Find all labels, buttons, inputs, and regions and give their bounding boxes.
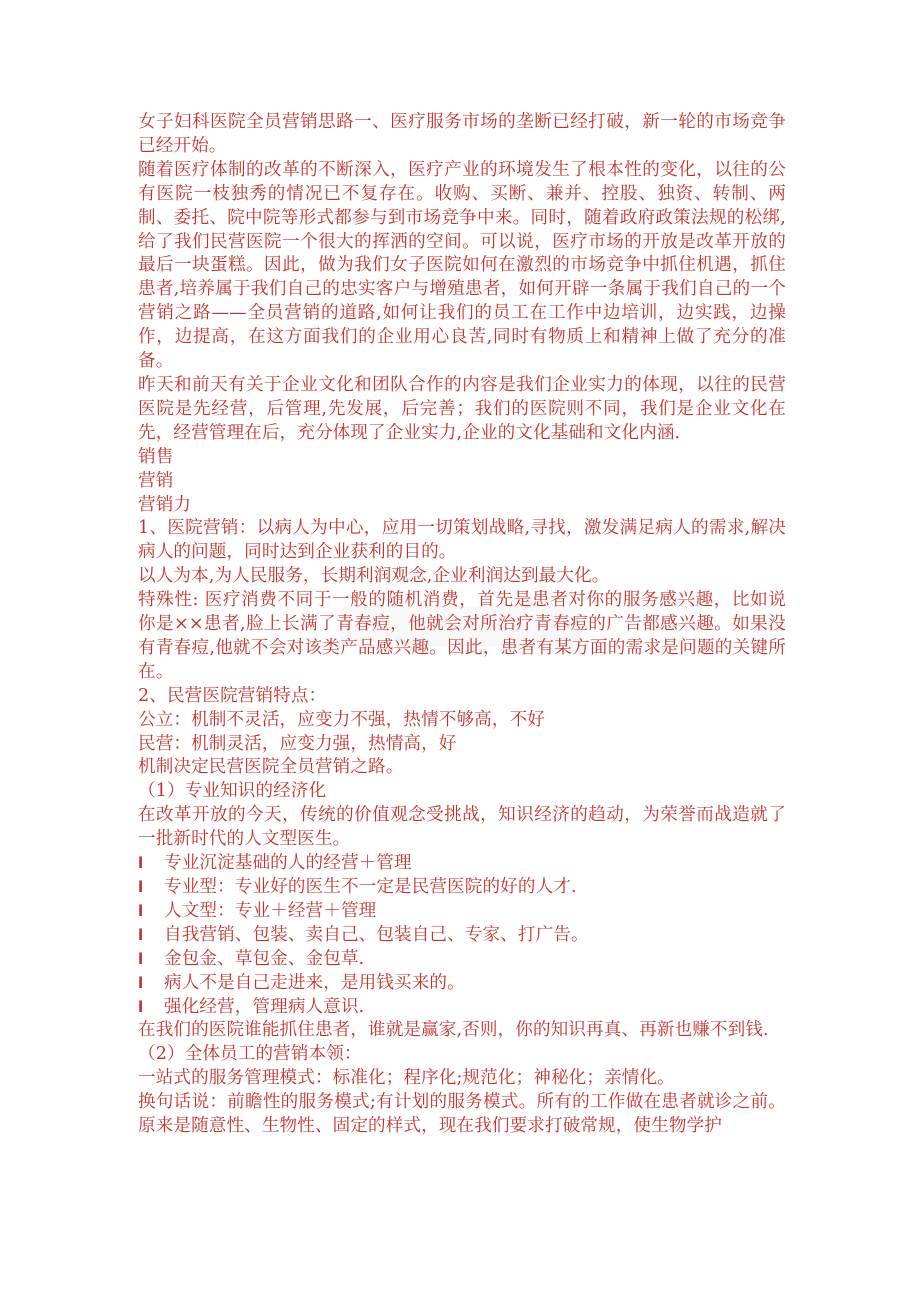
paragraph: 机制决定民营医院全员营销之路。 (138, 757, 404, 778)
heading-line: 营销 (138, 470, 174, 491)
paragraph-title: 女子妇科医院全员营销思路一、医疗服务市场的垄断已经打破，新一轮的市场竞争已经开始。 (138, 112, 786, 156)
bullet-item (138, 924, 786, 948)
paragraph: 在我们的医院谁能抓住患者，谁就是赢家,否则，你的知识再真、再新也赚不到钱. (138, 1020, 769, 1041)
paragraph: 以人为本,为人民服务，长期利润观念,企业利润达到最大化。 (138, 566, 610, 587)
bullet-text: 自我营销、包装、卖自己、包装自己、专家、打广告。 (164, 924, 589, 945)
bullet-item (138, 900, 786, 924)
bullet-text: 人文型：专业＋经营＋管理 (164, 900, 377, 921)
bullet-item (138, 972, 786, 996)
paragraph: 昨天和前天有关于企业文化和团队合作的内容是我们企业实力的体现，以往的民营医院是先经营，后管理,先发展，后完善；我们的医院则不同，我们是企业文化在先，经营管理在后，充分体现了企业实力,企业的文化基础和文化内涵. (138, 374, 786, 443)
bullet-item (138, 876, 786, 900)
heading-line: 营销力 (138, 494, 192, 515)
paragraph: 公立：机制不灵活，应变力不强，热情不够高，不好 (138, 709, 545, 730)
bullet-item (138, 852, 786, 876)
bullet-item (138, 948, 786, 972)
bullet-text: 金包金、草包金、金包草. (164, 948, 365, 969)
paragraph: 特殊性: 医疗消费不同于一般的随机消费，首先是患者对你的服务感兴趣，比如说你是××患者,脸上长满了青春痘，他就会对所治疗青春痘的广告都感兴趣。如果没有青春痘,他就不会对该类产品感兴趣。因此，患者有某方面的需求是问题的关键所在。 (138, 590, 786, 682)
bullet-marker: l (138, 878, 144, 896)
heading-line: 销售 (138, 446, 174, 467)
paragraph: 换句话说：前瞻性的服务模式;有计划的服务模式。所有的工作做在患者就诊之前。原来是随意性、生物性、固定的样式，现在我们要求打破常规，使生物学护 (138, 1092, 786, 1137)
bullet-text: 强化经营，管理病人意识. (164, 996, 365, 1017)
section-heading: 1、医院营销：以病人为中心，应用一切策划战略,寻找，激发满足病人的需求,解决病人的问题，同时达到企业获利的目的。 (138, 518, 786, 563)
bullet-text: 专业型：专业好的医生不一定是民营医院的好的人才. (164, 877, 577, 897)
paragraph: 民营：机制灵活，应变力强，热情高，好 (138, 733, 457, 754)
bullet-text: 病人不是自己走进来，是用钱买来的。 (164, 972, 465, 993)
subsection-heading: （1）专业知识的经济化 (138, 781, 327, 802)
subsection-heading: （2）全体员工的营销本领： (138, 1044, 362, 1065)
paragraph: 在改革开放的今天，传统的价值观念受挑战，知识经济的趋动，为荣誉而战造就了一批新时代的人文型医生。 (138, 805, 786, 850)
paragraph: 随着医疗体制的改革的不断深入，医疗产业的环境发生了根本性的变化，以往的公有医院一枝独秀的情况已不复存在。收购、买断、兼并、控股、独资、转制、两制、委托、院中院等形式都参与到市场竞争中来。同时，随着政府政策法规的松绑,给了我们民营医院一个很大的挥洒的空间。可以说，医疗市场的开放是改革开放的最后一块蛋糕。因此，做为我们女子医院如何在激烈的市场竞争中抓住机遇，抓住患者,培养属于我们自己的忠实客户与增殖患者，如何开辟一条属于我们自己的一个营销之路——全员营销的道路,如何让我们的员工在工作中边培训，边实践，边操作，边提高，在这方面我们的企业用心良苦,同时有物质上和精神上做了充分的准备。 (138, 159, 786, 372)
bullet-item (138, 996, 786, 1020)
bullet-marker: l (138, 901, 144, 920)
bullet-marker: l (138, 949, 144, 968)
bullet-marker: l (138, 925, 144, 944)
bullet-text: 专业沉淀基础的人的经营＋管理 (164, 853, 412, 874)
bullet-marker: l (138, 997, 144, 1016)
bullet-marker: l (138, 973, 144, 992)
section-heading: 2、民营医院营销特点： (138, 685, 327, 706)
document-body (138, 111, 786, 1139)
bullet-marker: l (138, 854, 144, 873)
paragraph: 一站式的服务管理模式：标准化；程序化;规范化；神秘化；亲情化。 (138, 1068, 675, 1089)
